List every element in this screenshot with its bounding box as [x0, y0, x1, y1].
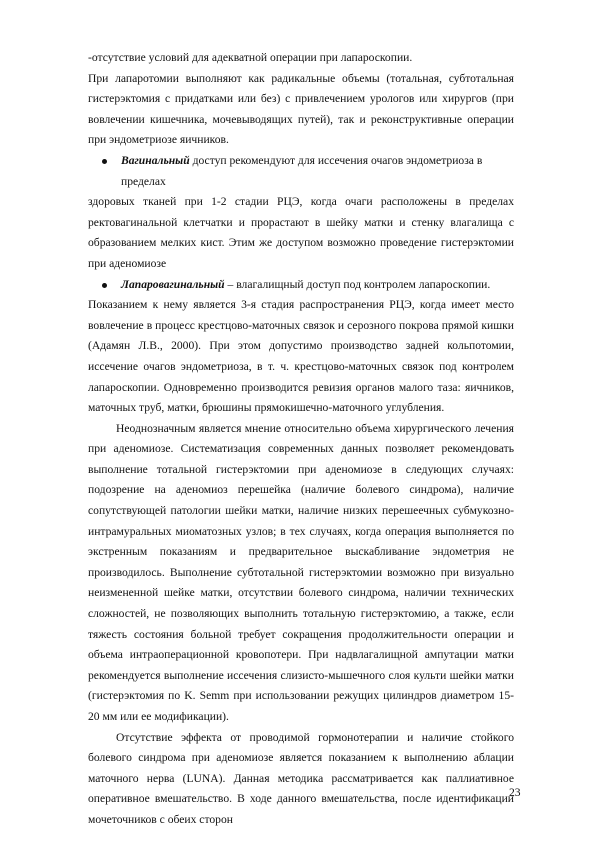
- bullet-icon: [102, 159, 107, 164]
- bullet-icon: [102, 283, 107, 288]
- document-body: [88, 48, 514, 831]
- paragraph-laparoscopy-conditions: -отсутствие условий для адекватной операции при лапароскопии.: [88, 51, 413, 64]
- page-number: 23: [509, 786, 521, 799]
- paragraph-laparotomy: При лапаротомии выполняют как радикальные объемы (тотальная, субтотальная гистерэктомия с придатками или без) с привлечением урологов или хирургов (при вовлечении кишечника, мочевыводящих путей), так и реконструктивные операции при эндометриозе яичников.: [88, 71, 514, 147]
- term-laparovaginal: Лапаровагинальный: [121, 277, 225, 291]
- bullet-laparovaginal-text: – влагалищный доступ под контролем лапароскопии.: [224, 277, 491, 291]
- paragraph-indication: Показанием к нему является 3-я стадия распространения РЦЭ, когда имеет место вовлечение в процесс крестцово-маточных связок и серозного покрова прямой кишки (Адамян Л.В., 2000). При этом допустимо производство задней кольпотомии, иссечение очагов эндометриоза, в т. ч. крестцово-маточных связок под контролем лапароскопии. Одновременно производится ревизия органов малого таза: яичников, маточных труб, матки, брюшины прямокишечно-маточного углубления.: [88, 298, 514, 415]
- paragraph-vaginal-continuation: здоровых тканей при 1-2 стадии РЦЭ, когда очаги расположены в пределах ректовагинальной клетчатки и прорастают в шейку матки и стенку влагалища с образованием мелких кист. Этим же доступом возможно проведение гистерэктомии при аденомиозе: [88, 195, 514, 270]
- paragraph-luna: Отсутствие эффекта от проводимой гормонотерапии и наличие стойкого болевого синдрома при аденомиозе является показанием к выполнению аблации маточного нерва (LUNA). Данная методика рассматривается как паллиативное оперативное вмешательство. В ходе данного вмешательства, после идентификации мочеточников с обеих сторон: [88, 730, 514, 826]
- bullet-vaginal: [88, 151, 514, 192]
- term-vaginal: Вагинальный: [121, 153, 190, 167]
- bullet-vaginal-text: доступ рекомендуют для иссечения очагов эндометриоза в пределах: [121, 153, 483, 188]
- bullet-laparovaginal: [88, 275, 514, 296]
- paragraph-adenomyosis: Неоднозначным является мнение относительно объема хирургического лечения при аденомиозе. Систематизация современных данных позволяет рекомендовать выполнение тотальной гистерэктомии при аденомиозе в следующих случаях: подозрение на аденомиоз перешейка (наличие болевого синдрома), наличие сопутствующей патологии шейки матки, наличие низких перешеечных субмукозно-интрамуральных миоматозных узлов; в тех случаях, когда операция выполняется по экстренным показаниям и предварительное выскабливание эндометрия не производилось. Выполнение субтотальной гистерэктомии возможно при визуально неизмененной шейке матки, отсутствии болевого синдрома, наличии технических сложностей, не позволяющих выполнить тотальную гистерэктомию, а также, если тяжесть состояния больной требует сокращения продолжительности операции и объема интраоперационной кровопотери. При надвлагалищной ампутации матки рекомендуется выполнение иссечения слизисто-мышечного слоя культи шейки матки (гистерэктомия по K. Semm при использовании режущих цилиндров диаметром 15-20 мм или ее модификации).: [88, 421, 514, 723]
